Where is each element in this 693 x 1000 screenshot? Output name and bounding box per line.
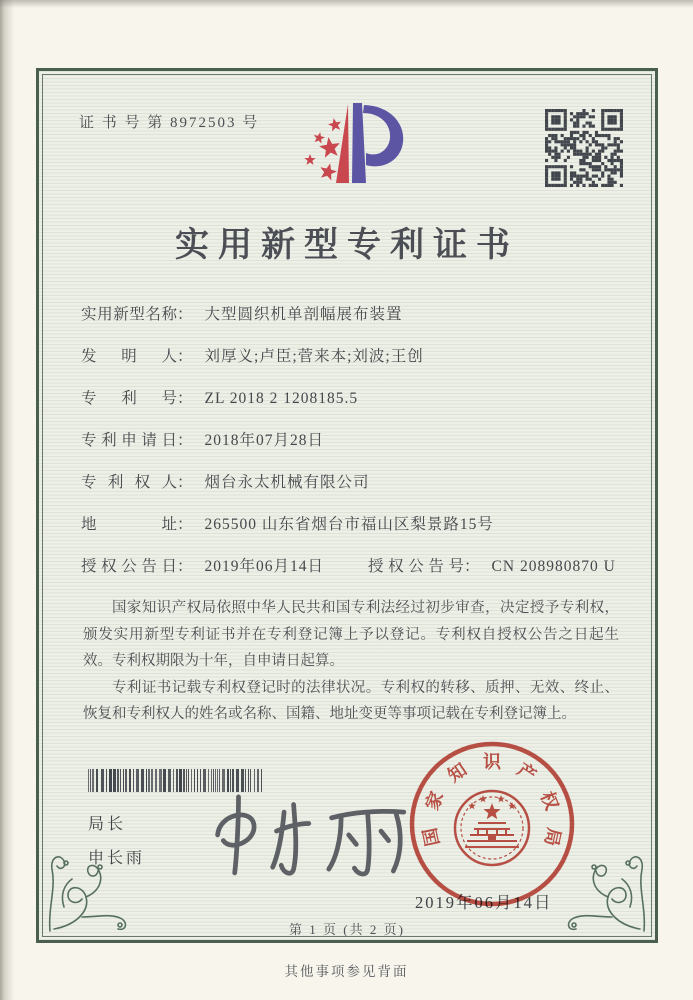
field-row-patentee (81, 469, 627, 496)
svg-text:家: 家 (421, 788, 448, 813)
field-label: 专利权人 (81, 474, 177, 491)
field-colon: ： (177, 474, 193, 491)
field-value: 2019年06月14日 (204, 558, 325, 575)
field-colon: ： (177, 432, 193, 449)
legal-paragraph-1: 国家知识产权局依照中华人民共和国专利法经过初步审查，决定授予专利权，颁发实用新型专利证书并在专利登记簿上予以登记。专利权自授权公告之日起生效。专利权期限为十年，自申请日起算。 (83, 600, 619, 669)
grant-number (368, 553, 616, 580)
field-row-name (81, 301, 627, 328)
field-colon: ： (177, 390, 193, 407)
field-value: 刘厚义;卢臣;菅来本;刘波;王创 (204, 348, 424, 365)
certificate-number: 证 书 号 第 8972503 号 (79, 115, 260, 131)
certificate-title: 实用新型专利证书 (175, 227, 519, 264)
field-value: ZL 2018 2 1208185.5 (204, 390, 359, 407)
field-value: 大型圆织机单剖幅展布装置 (204, 306, 403, 323)
field-row-address (81, 511, 627, 538)
svg-text:局: 局 (540, 826, 565, 848)
logo-stars (304, 118, 341, 180)
cnipa-logo-icon (286, 91, 436, 203)
legal-text (83, 595, 619, 728)
svg-text:权: 权 (536, 788, 563, 813)
corner-flourish-icon (42, 845, 134, 937)
official-seal (401, 733, 583, 915)
field-label: 专利申请日 (81, 432, 177, 449)
field-row-grant (81, 553, 627, 580)
svg-text:国: 国 (419, 826, 444, 848)
field-label: 地址 (81, 516, 177, 533)
back-note: 其他事项参见背面 (284, 964, 409, 979)
field-colon: ： (177, 516, 193, 533)
svg-text:产: 产 (513, 759, 540, 786)
field-label: 授权公告号 (368, 558, 465, 575)
field-value: CN 208980870 U (491, 558, 616, 575)
grant-date (81, 553, 324, 580)
field-colon: ： (177, 348, 193, 365)
field-label: 授权公告日 (81, 558, 177, 575)
fields-block (81, 301, 627, 595)
page-number: 第 1 页 (共 2 页) (289, 922, 405, 937)
signer-name: 申长雨 (88, 850, 146, 867)
seal-date: 2019年06月14日 (415, 893, 553, 912)
field-row-filing-date (81, 427, 627, 454)
logo-purple-stem (352, 103, 366, 183)
field-value: 烟台永太机械有限公司 (204, 474, 370, 491)
field-value: 265500 山东省烟台市福山区梨景路15号 (204, 516, 494, 533)
svg-text:知: 知 (444, 759, 471, 786)
field-colon: ： (177, 558, 193, 575)
legal-paragraph-2: 专利证书记载专利权登记时的法律状况。专利权的转移、质押、无效、终止、恢复和专利权人的姓名或名称、国籍、地址变更等事项记载在专利登记簿上。 (83, 679, 619, 722)
field-label: 专利号 (81, 390, 177, 407)
qr-code-icon (545, 109, 623, 187)
field-row-patent-no (81, 385, 627, 412)
field-label: 实用新型名称 (81, 306, 177, 323)
field-colon: ： (464, 558, 480, 575)
field-value: 2018年07月28日 (204, 432, 325, 449)
logo-purple-bowl (363, 105, 403, 166)
certificate-border (36, 68, 658, 943)
svg-text:识: 识 (483, 752, 501, 772)
field-label: 发明人 (81, 348, 177, 365)
director-signature (191, 783, 419, 883)
field-colon: ： (177, 306, 193, 323)
field-row-inventors (81, 343, 627, 370)
signer-title: 局长 (88, 816, 127, 833)
